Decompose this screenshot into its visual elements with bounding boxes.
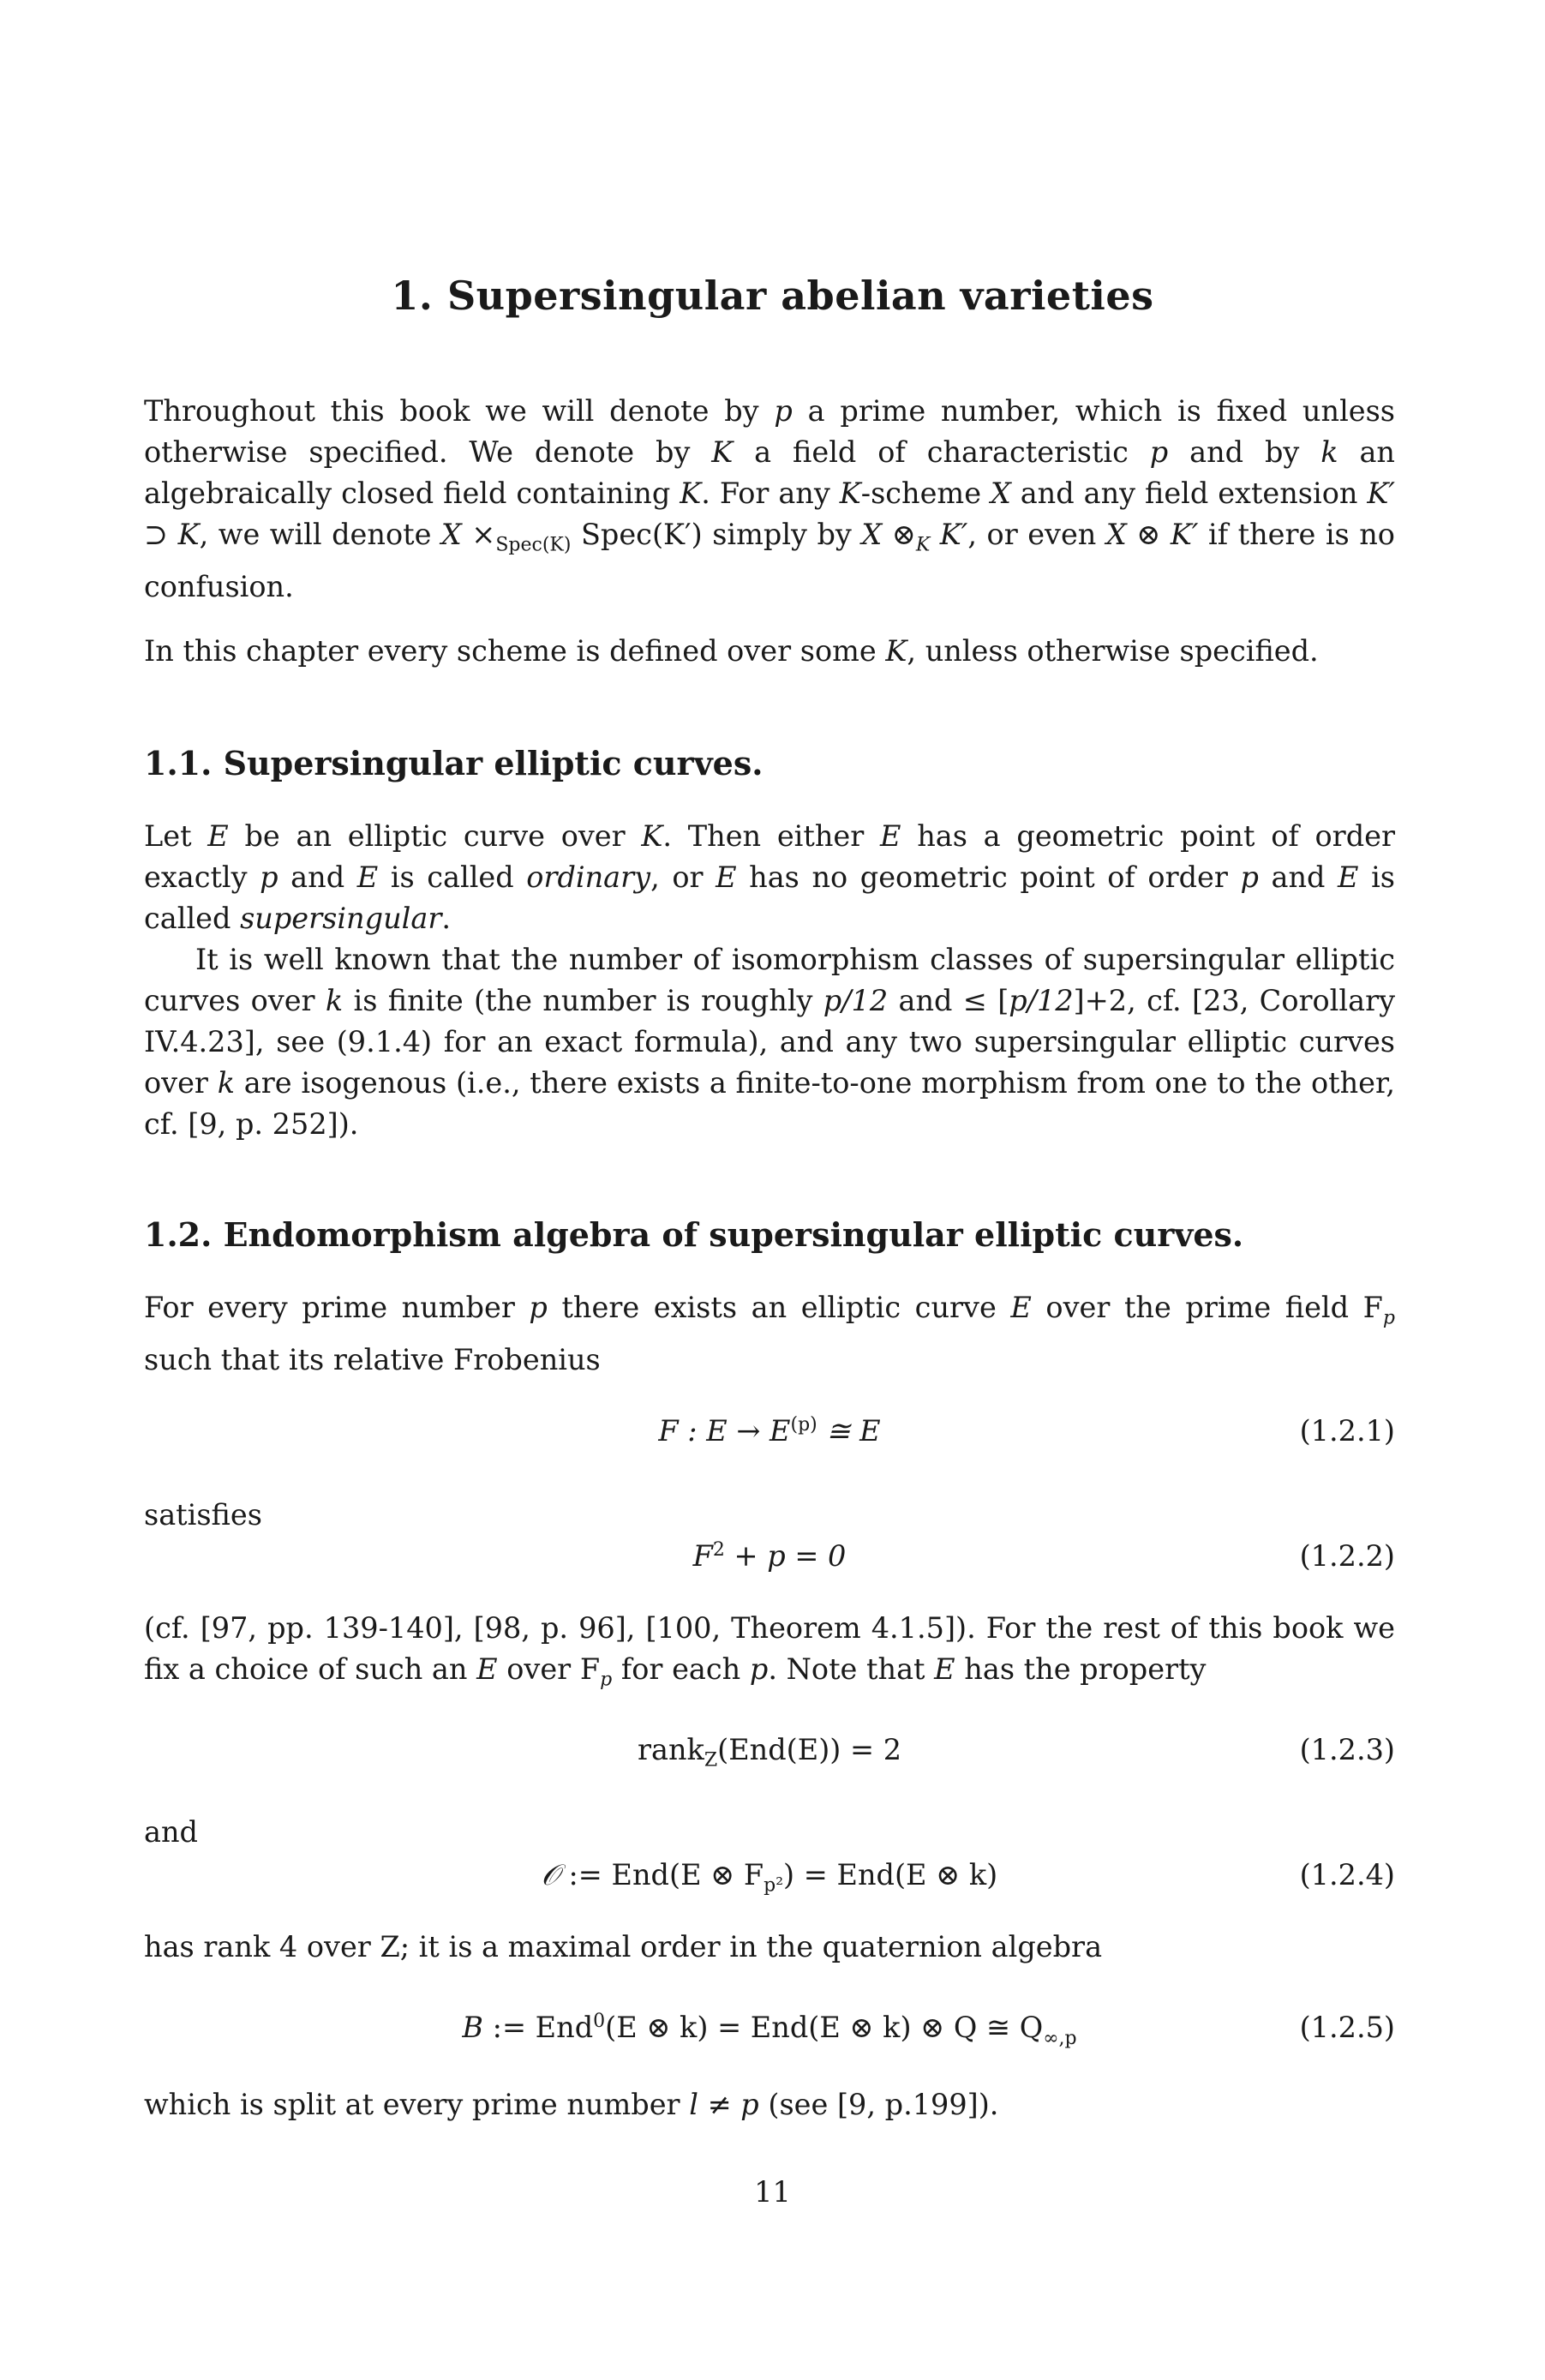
equation-body: F : $E \to E^{(p)}$ ≅ E [658, 1414, 881, 1448]
equation-body: $F^2 + p = 0$ [692, 1539, 847, 1574]
equation-number: (1.2.3) [1299, 1733, 1395, 1766]
section-1-2-paragraph-1: For every prime number p there exists an elliptic curve E over the prime field $F_p$ such that its relative Frobenius [144, 1291, 1396, 1376]
section-heading-1-2: 1.2. Endomorphism algebra of supersingular elliptic curves. [144, 1215, 1244, 1254]
satisfies-label: satisfies [144, 1498, 262, 1532]
intro-paragraph-1: Throughout this book we will denote by p a prime number, which is fixed unless otherwise specified. We denote by K a field of characteristic p and by k an algebraically closed field containing K. For any K-scheme X and any field extension K′ ⊃ K, we will denote $X \times_{Spec(K)}$ Spec(K′) simply by X $\otimes_K$ K′, or even X ⊗ K′ if there is no confusion. [144, 394, 1396, 603]
equation-number: (1.2.5) [1299, 2011, 1395, 2044]
section-1-2-paragraph-3: has rank 4 over Z; it is a maximal order in the quaternion algebra [144, 1930, 1103, 1963]
equation-number: (1.2.4) [1299, 1858, 1395, 1891]
equation-1-2-2 [144, 1539, 1395, 1591]
section-1-1-paragraph-1: Let E be an elliptic curve over K. Then either E has a geometric point of order exactly p and E is called ordinary, or E has no geometric point of order p and E is called supersingular. [144, 819, 1395, 935]
section-1-2-paragraph-4: which is split at every prime number l ≠ p (see [9, p.199]). [144, 2088, 999, 2121]
section-1-1-paragraph-2: It is well known that the number of isomorphism classes of supersingular elliptic curves over k is finite (the number is roughly p/12 and ≤ [p/12]+2, cf. [23, Corollary IV.4.23], see (9.1.4) for an exact formula), and any two supersingular elliptic curves over k are isogenous (i.e., there exists a finite-to-one morphism from one to the other, cf. [9, p. 252]). [144, 943, 1396, 1141]
chapter-title: 1. Supersingular abelian varieties [391, 273, 1154, 319]
equation-1-2-5 [144, 2011, 1395, 2062]
equation-body: B := End$^0$(E ⊗ k) = End(E ⊗ k) ⊗ Q ≅ $Q_{\infty,p}$ [462, 2011, 1077, 2049]
equation-number: (1.2.2) [1299, 1539, 1395, 1573]
equation-body: 𝒪 := End(E ⊗ $F_{p^2}) = End(E$ ⊗ k) [541, 1858, 998, 1897]
equation-1-2-1 [144, 1414, 1395, 1466]
equation-1-2-3 [144, 1733, 1395, 1784]
intro-paragraph-2: In this chapter every scheme is defined over some K, unless otherwise specified. [144, 634, 1319, 668]
equation-body: rank$_Z$(End(E)) = 2 [637, 1733, 902, 1772]
section-1-2-paragraph-2: (cf. [97, pp. 139-140], [98, p. 96], [100, Theorem 4.1.5]). For the rest of this book we fix a choice of such an E over $F_p$ for each p. Note that E has the property [144, 1611, 1395, 1691]
equation-1-2-4 [144, 1858, 1395, 1909]
and-label: and [144, 1815, 198, 1849]
page-number: 11 [754, 2175, 791, 2209]
section-heading-1-1: 1.1. Supersingular elliptic curves. [144, 744, 764, 782]
equation-number: (1.2.1) [1299, 1414, 1395, 1448]
